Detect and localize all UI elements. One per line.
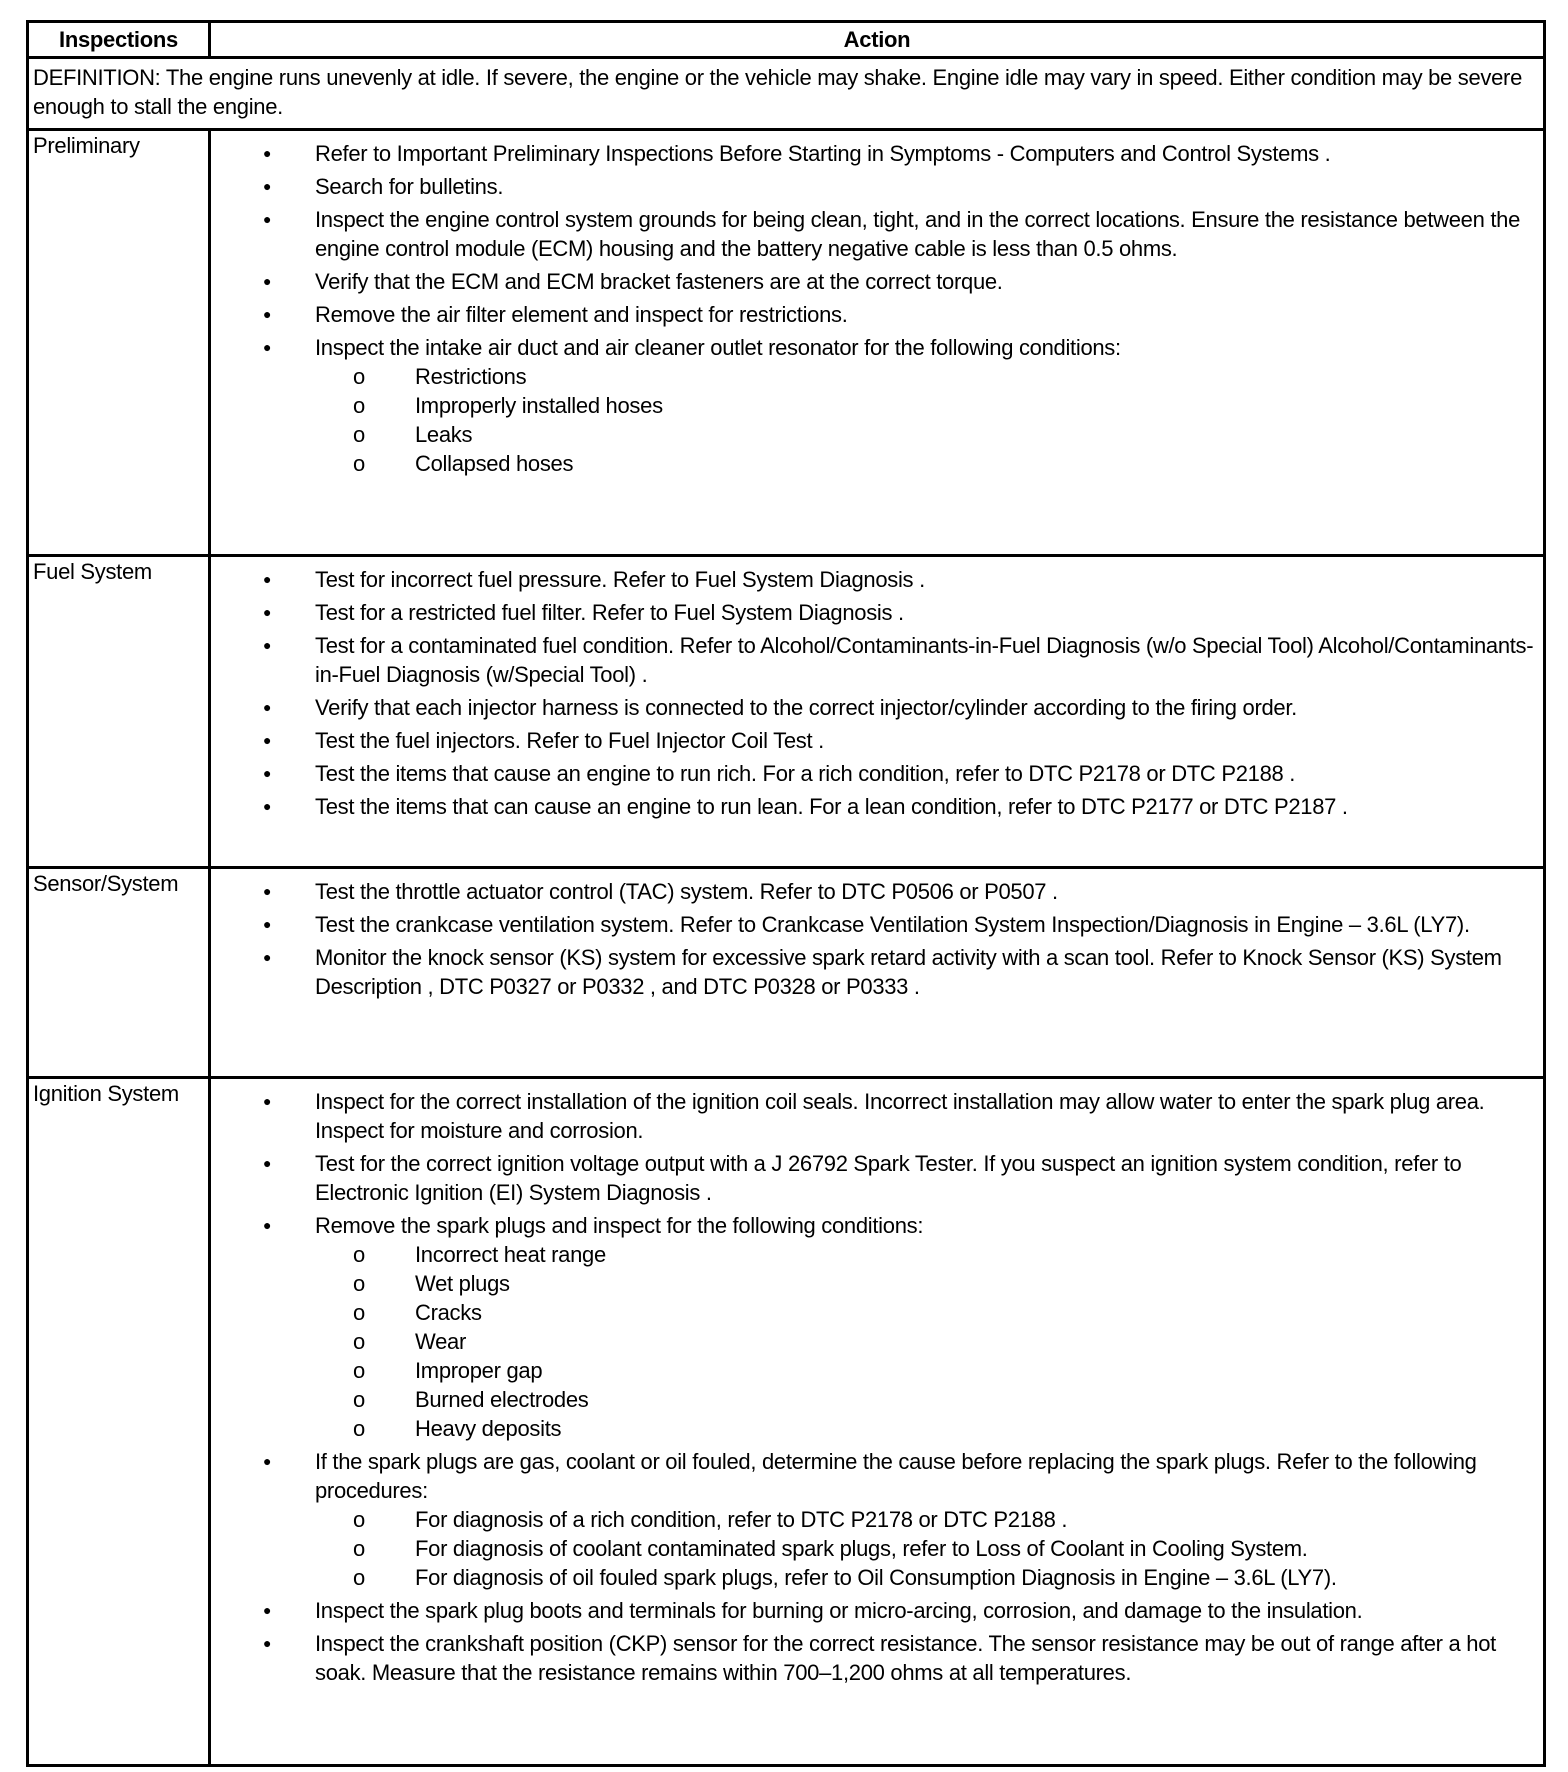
sub-list	[211, 1240, 1537, 1443]
header-action: Action	[210, 22, 1545, 58]
action-text: Inspect the spark plug boots and terminals for burning or micro-arcing, corrosion, and damage to the insulation.	[315, 1598, 1363, 1623]
action-item	[211, 726, 1543, 755]
action-text: Test for a contaminated fuel condition. Refer to Alcohol/Contaminants-in-Fuel Diagnosis (w/o Special Tool) Alcohol/Contaminants-in-Fuel Diagnosis (w/Special Tool) .	[315, 633, 1534, 687]
action-list	[211, 1083, 1543, 1687]
sub-item: o Wet plugs	[211, 1269, 1537, 1298]
action-item	[211, 759, 1543, 788]
sub-list	[211, 1505, 1537, 1592]
action-text: Remove the air filter element and inspect for restrictions.	[315, 302, 848, 327]
action-list	[211, 873, 1543, 1001]
action-item	[211, 1596, 1543, 1625]
action-item	[211, 598, 1543, 627]
table-row	[28, 556, 1545, 868]
action-text: Inspect the crankshaft position (CKP) sensor for the correct resistance. The sensor resistance may be out of range after a hot soak. Measure that the resistance remains within 700–1,200 ohms at all temperatures.	[315, 1631, 1496, 1685]
action-list	[211, 135, 1543, 478]
action-text: Monitor the knock sensor (KS) system for excessive spark retard activity with a scan tool. Refer to Knock Sensor (KS) System Description , DTC P0327 or P0332 , and DTC P0328 or P0333 .	[315, 945, 1502, 999]
action-text: Test the throttle actuator control (TAC) system. Refer to DTC P0506 or P0507 .	[315, 879, 1058, 904]
table-row	[28, 868, 1545, 1078]
action-cell	[210, 868, 1545, 1078]
inspection-label: Fuel System	[28, 556, 210, 868]
inspection-label: Preliminary	[28, 130, 210, 556]
sub-list	[211, 362, 1537, 478]
action-cell	[210, 130, 1545, 556]
action-item	[211, 631, 1543, 689]
definition-row	[28, 58, 1545, 130]
action-item	[211, 693, 1543, 722]
action-item	[211, 792, 1543, 821]
sub-item: o Wear	[211, 1327, 1537, 1356]
action-text: Test for incorrect fuel pressure. Refer to Fuel System Diagnosis .	[315, 567, 925, 592]
action-item	[211, 1149, 1543, 1207]
sub-item: o Leaks	[211, 420, 1537, 449]
sub-item: o For diagnosis of oil fouled spark plugs, refer to Oil Consumption Diagnosis in Engine – 3.6L (LY7).	[211, 1563, 1537, 1592]
sub-item: o Burned electrodes	[211, 1385, 1537, 1414]
sub-item: o Improper gap	[211, 1356, 1537, 1385]
action-text: Verify that each injector harness is connected to the correct injector/cylinder according to the firing order.	[315, 695, 1297, 720]
action-text: If the spark plugs are gas, coolant or oil fouled, determine the cause before replacing the spark plugs. Refer to the following procedures:	[315, 1449, 1477, 1503]
action-item	[211, 172, 1543, 201]
sub-item: o For diagnosis of a rich condition, refer to DTC P2178 or DTC P2188 .	[211, 1505, 1537, 1534]
action-text: Test for a restricted fuel filter. Refer to Fuel System Diagnosis .	[315, 600, 904, 625]
action-list	[211, 561, 1543, 821]
action-item	[211, 139, 1543, 168]
sub-item: o Incorrect heat range	[211, 1240, 1537, 1269]
action-text: Search for bulletins.	[315, 174, 504, 199]
sub-item: o Collapsed hoses	[211, 449, 1537, 478]
action-text: Verify that the ECM and ECM bracket fasteners are at the correct torque.	[315, 269, 1003, 294]
action-text: Test the items that cause an engine to run rich. For a rich condition, refer to DTC P2178 or DTC P2188 .	[315, 761, 1296, 786]
action-item	[211, 910, 1543, 939]
action-item	[211, 565, 1543, 594]
action-item	[211, 877, 1543, 906]
action-text: Test the items that can cause an engine to run lean. For a lean condition, refer to DTC P2177 or DTC P2187 .	[315, 794, 1348, 819]
inspection-label: Sensor/System	[28, 868, 210, 1078]
action-text: Inspect the engine control system grounds for being clean, tight, and in the correct locations. Ensure the resistance between the engine control module (ECM) housing and the battery negative cable is less than 0.5 ohms.	[315, 207, 1521, 261]
action-item	[211, 1087, 1543, 1145]
action-item	[211, 333, 1543, 478]
action-text: Refer to Important Preliminary Inspections Before Starting in Symptoms - Computers and Control Systems .	[315, 141, 1331, 166]
inspection-label: Ignition System	[28, 1078, 210, 1766]
sub-item: o For diagnosis of coolant contaminated spark plugs, refer to Loss of Coolant in Cooling System.	[211, 1534, 1537, 1563]
action-item	[211, 1447, 1543, 1592]
table-row	[28, 1078, 1545, 1766]
action-cell	[210, 1078, 1545, 1766]
sub-item: o Cracks	[211, 1298, 1537, 1327]
sub-item: o Heavy deposits	[211, 1414, 1537, 1443]
header-row	[28, 22, 1545, 58]
action-item	[211, 300, 1543, 329]
action-text: Test the fuel injectors. Refer to Fuel Injector Coil Test .	[315, 728, 824, 753]
action-item	[211, 1211, 1543, 1443]
action-text: Test the crankcase ventilation system. Refer to Crankcase Ventilation System Inspection/Diagnosis in Engine – 3.6L (LY7).	[315, 912, 1470, 937]
action-item	[211, 267, 1543, 296]
action-text: Remove the spark plugs and inspect for the following conditions:	[315, 1213, 924, 1238]
table-row	[28, 130, 1545, 556]
sub-item: o Restrictions	[211, 362, 1537, 391]
action-text: Test for the correct ignition voltage output with a J 26792 Spark Tester. If you suspect an ignition system condition, refer to Electronic Ignition (EI) System Diagnosis .	[315, 1151, 1462, 1205]
diagnostic-table	[26, 20, 1546, 1767]
action-item	[211, 1629, 1543, 1687]
action-text: Inspect for the correct installation of the ignition coil seals. Incorrect installation may allow water to enter the spark plug area. Inspect for moisture and corrosion.	[315, 1089, 1485, 1143]
header-inspections: Inspections	[28, 22, 210, 58]
action-cell	[210, 556, 1545, 868]
action-item	[211, 943, 1543, 1001]
sub-item: o Improperly installed hoses	[211, 391, 1537, 420]
action-item	[211, 205, 1543, 263]
definition-text: DEFINITION: The engine runs unevenly at idle. If severe, the engine or the vehicle may shake. Engine idle may vary in speed. Either condition may be severe enough to stall the engine.	[28, 58, 1545, 130]
action-text: Inspect the intake air duct and air cleaner outlet resonator for the following conditions:	[315, 335, 1121, 360]
